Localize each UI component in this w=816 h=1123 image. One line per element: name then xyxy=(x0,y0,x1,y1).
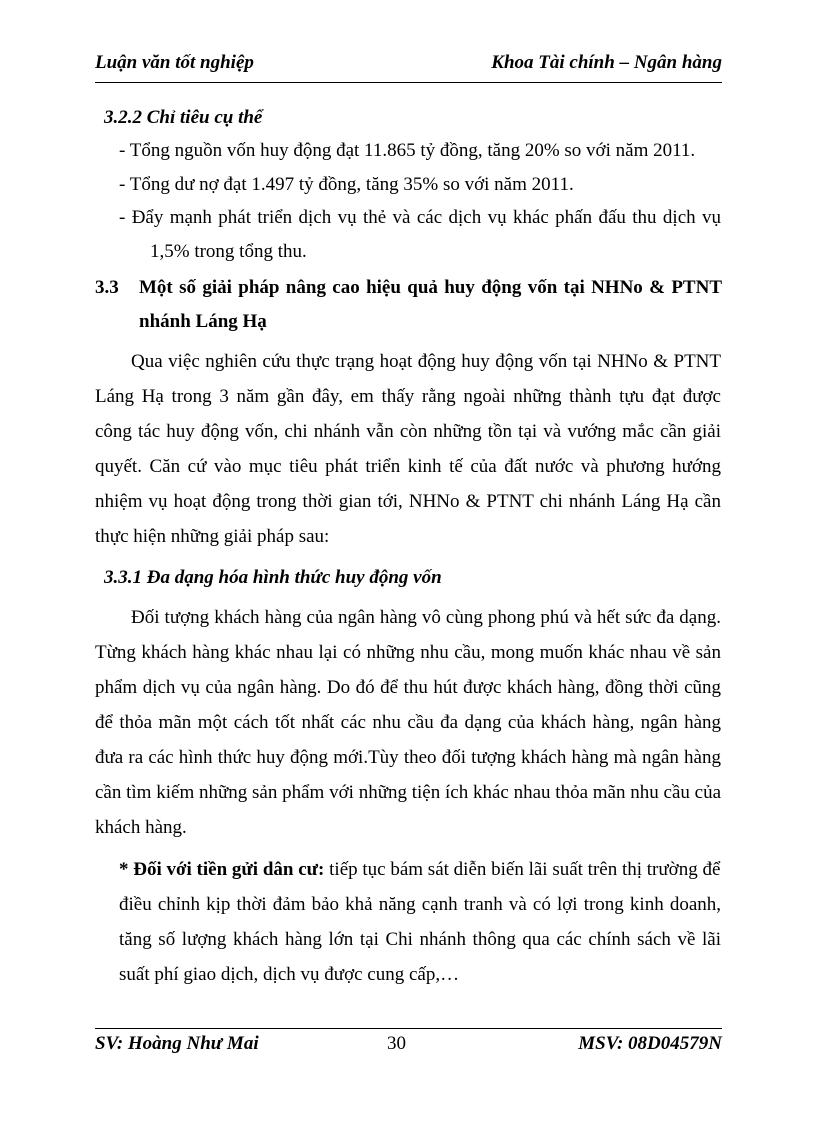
section-322-heading: 3.2.2 Chỉ tiêu cụ thể xyxy=(104,107,263,128)
deposit-paragraph-first-line xyxy=(119,858,721,882)
paragraph-line: Từng khách hàng khác nhau lại có những nhu cầu, mong muốn khác nhau về sản xyxy=(95,642,721,663)
paragraph-line: cần tìm kiếm những sản phẩm với những tiện ích khác nhau thỏa mãn nhu cầu của xyxy=(95,782,721,803)
header-faculty-label: Khoa Tài chính – Ngân hàng xyxy=(491,52,722,73)
bullet-line: - Đẩy mạnh phát triển dịch vụ thẻ và các dịch vụ khác phấn đấu thu dịch vụ xyxy=(119,207,721,228)
page-header xyxy=(95,52,722,78)
paragraph-line: suất phí giao dịch, dịch vụ được cung cấp,… xyxy=(119,964,460,985)
paragraph-line: khách hàng. xyxy=(95,817,187,838)
paragraph-line: đưa ra các hình thức huy động mới.Tùy theo đối tượng khách hàng mà ngân hàng xyxy=(95,747,721,768)
paragraph-line: quyết. Căn cứ vào mục tiêu phát triển kinh tế của đất nước và phương hướng xyxy=(95,456,721,477)
paragraph-line: điều chỉnh kịp thời đảm bảo khả năng cạnh tranh và có lợi trong kinh doanh, xyxy=(119,894,721,915)
footer-divider xyxy=(95,1028,722,1029)
deposit-label: * Đối với tiền gửi dân cư: xyxy=(119,859,325,880)
section-33-title: Một số giải pháp nâng cao hiệu quả huy động vốn tại NHNo & PTNT xyxy=(139,277,722,298)
section-33-title: nhánh Láng Hạ xyxy=(139,311,267,332)
paragraph-line: Qua việc nghiên cứu thực trạng hoạt động huy động vốn tại NHNo & PTNT xyxy=(131,351,721,372)
section-33-number: 3.3 xyxy=(95,277,119,298)
bullet-line: - Tổng nguồn vốn huy động đạt 11.865 tỷ đồng, tăng 20% so với năm 2011. xyxy=(119,140,696,161)
header-thesis-label: Luận văn tốt nghiệp xyxy=(95,52,254,73)
header-divider xyxy=(95,82,722,83)
footer-student-id: MSV: 08D04579N xyxy=(578,1033,722,1054)
paragraph-line: thực hiện những giải pháp sau: xyxy=(95,526,330,547)
paragraph-line: phẩm dịch vụ của ngân hàng. Do đó để thu hút được khách hàng, đồng thời cũng xyxy=(95,677,721,698)
section-331-heading: 3.3.1 Đa dạng hóa hình thức huy động vốn xyxy=(104,567,442,588)
paragraph-line: Láng Hạ trong 3 năm gần đây, em thấy rằng ngoài những thành tựu đạt được xyxy=(95,386,721,407)
paragraph-line: tăng số lượng khách hàng lớn tại Chi nhánh thông qua các chính sách về lãi xyxy=(119,929,721,950)
deposit-line-text: tiếp tục bám sát diễn biến lãi suất trên thị trường để xyxy=(324,859,721,880)
bullet-line: - Tổng dư nợ đạt 1.497 tỷ đồng, tăng 35% so với năm 2011. xyxy=(119,174,574,195)
footer-student-name: SV: Hoàng Như Mai xyxy=(95,1033,259,1054)
page-number: 30 xyxy=(387,1033,406,1054)
paragraph-line: Đối tượng khách hàng của ngân hàng vô cùng phong phú và hết sức đa dạng. xyxy=(131,607,721,628)
page-footer xyxy=(95,1033,722,1059)
paragraph-line: để thỏa mãn một cách tốt nhất các nhu cầu đa dạng của khách hàng, ngân hàng xyxy=(95,712,721,733)
paragraph-line: nhiệm vụ hoạt động trong thời gian tới, NHNo & PTNT chi nhánh Láng Hạ cần xyxy=(95,491,721,512)
paragraph-line: công tác huy động vốn, chi nhánh vẫn còn những tồn tại và vướng mắc cần giải xyxy=(95,421,721,442)
bullet-line: 1,5% trong tổng thu. xyxy=(150,241,307,262)
